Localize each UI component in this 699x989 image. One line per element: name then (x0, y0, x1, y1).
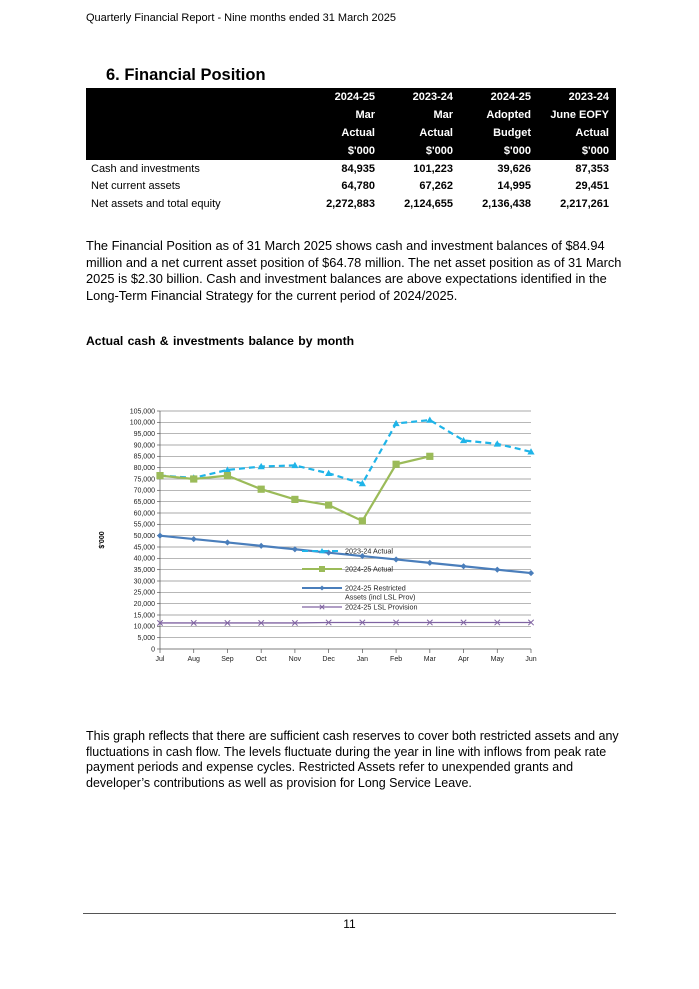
table-cell: 2,217,261 (560, 197, 609, 210)
data-point-diamond (460, 563, 466, 569)
table-header-cell: $'000 (382, 142, 460, 160)
chart-heading: Actual cash & investments balance by month (86, 334, 355, 348)
x-tick-label: Feb (390, 656, 403, 663)
paragraph-financial-position: The Financial Position as of 31 March 2025 shows cash and investment balances of $84.94 million and a net current asset position of $64.78 million. The net asset position as of 31 March 2025 is $2.30 billion. Cash and investment balances are above expectations identified in the Long-Term Financial Strategy for the current period of 2024/2025. (86, 238, 622, 303)
financial-position-table (86, 88, 616, 213)
data-point-diamond (157, 533, 163, 539)
data-point-square (190, 475, 197, 482)
table-cell: 101,223 (413, 162, 453, 175)
y-tick-label: 70,000 (133, 487, 155, 495)
table-header-cell: Budget (460, 124, 538, 142)
data-point-diamond (427, 560, 433, 566)
data-point-diamond (191, 536, 197, 542)
data-point-square (291, 496, 298, 503)
data-point-diamond (393, 556, 399, 562)
x-tick-label: May (490, 656, 504, 663)
table-row-label: Net assets and total equity (91, 197, 221, 210)
y-tick-label: 45,000 (133, 544, 155, 552)
y-tick-label: 65,000 (133, 499, 155, 507)
y-axis-label: $'000 (99, 531, 106, 549)
y-tick-label: 25,000 (133, 589, 155, 597)
table-row (86, 195, 616, 213)
x-tick-label: Nov (288, 656, 302, 663)
data-point-square (156, 472, 163, 479)
data-point-square (325, 501, 332, 508)
page-header: Quarterly Financial Report - Nine months ended 31 March 2025 (86, 12, 396, 24)
data-point-diamond (224, 539, 230, 545)
y-tick-label: 90,000 (133, 442, 155, 450)
data-point-square (359, 517, 366, 524)
x-tick-label: Dec (322, 656, 335, 663)
y-tick-label: 60,000 (133, 510, 155, 518)
table-header-row (86, 106, 616, 124)
series-0 (156, 416, 534, 486)
table-row (86, 178, 616, 196)
data-point-triangle (392, 420, 399, 426)
table-cell: 67,262 (419, 180, 453, 193)
table-header-cell: June EOFY (538, 106, 616, 124)
y-tick-label: 95,000 (133, 431, 155, 439)
y-tick-label: 75,000 (133, 476, 155, 484)
y-tick-label: 100,000 (129, 419, 155, 427)
x-tick-label: Apr (458, 656, 469, 663)
x-tick-label: Jul (155, 656, 165, 663)
table-row (86, 160, 616, 178)
page-number: 11 (343, 917, 356, 931)
y-tick-label: 20,000 (133, 601, 155, 609)
data-point-square (392, 461, 399, 468)
data-point-diamond (258, 543, 264, 549)
legend-label: 2023-24 Actual (345, 546, 393, 556)
table-header-cell: Actual (304, 124, 382, 142)
table-header-cell: 2023-24 (538, 88, 616, 106)
legend-label: 2024-25 LSL Provision (345, 602, 418, 612)
table-cell: 2,272,883 (326, 197, 375, 210)
table-header-row (86, 88, 616, 106)
table-header-blank (86, 142, 304, 160)
table-header-cell: Actual (382, 124, 460, 142)
table-header (86, 88, 616, 160)
data-point-square (224, 472, 231, 479)
data-point-triangle (426, 416, 433, 422)
x-tick-label: Mar (423, 656, 436, 663)
data-point-triangle (325, 470, 332, 476)
table-header-cell: 2024-25 (304, 88, 382, 106)
data-point-square (258, 486, 265, 493)
legend-label-line: 2024-25 Restricted (345, 583, 406, 593)
table-row-label: Cash and investments (91, 162, 200, 175)
y-tick-label: 15,000 (133, 612, 155, 620)
table-cell: 29,451 (575, 180, 609, 193)
x-tick-label: Aug (187, 656, 200, 663)
table-header-cell: $'000 (304, 142, 382, 160)
table-header-blank (86, 124, 304, 142)
series-3 (157, 620, 533, 626)
y-axis-ticks (130, 408, 155, 653)
table-cell: 64,780 (341, 180, 375, 193)
data-point-square (426, 453, 433, 460)
table-cell: 84,935 (341, 162, 375, 175)
x-tick-label: Sep (221, 656, 234, 663)
table-header-cell: Mar (304, 106, 382, 124)
legend-label-line: Assets (incl LSL Prov) (345, 592, 416, 602)
table-cell: 39,626 (497, 162, 531, 175)
legend-label (345, 584, 415, 602)
y-tick-label: 80,000 (133, 465, 155, 473)
data-point-diamond (319, 585, 324, 590)
y-tick-label: 10,000 (133, 623, 155, 631)
y-tick-label: 35,000 (133, 567, 155, 575)
series-line (160, 420, 531, 483)
paragraph-graph-explanation: This graph reflects that there are sufficient cash reserves to cover both restricted assets and any fluctuations in cash flow. The levels fluctuate during the year in line with inflows from peak rate payment periods and expense cycles. Restricted Assets refer to unexpended grants and developer’s contributions as well as provision for Long Service Leave. (86, 729, 619, 790)
table-header-cell: Mar (382, 106, 460, 124)
table-header-blank (86, 88, 304, 106)
table-header-cell: 2023-24 (382, 88, 460, 106)
y-tick-label: 50,000 (133, 533, 155, 541)
table-row-label: Net current assets (91, 180, 181, 193)
x-tick-label: Jun (525, 656, 537, 663)
legend-label: 2024-25 Actual (345, 564, 393, 574)
cash-balance-chart (96, 402, 546, 672)
table-header-blank (86, 106, 304, 124)
table-header-row (86, 124, 616, 142)
y-tick-label: 105,000 (129, 408, 155, 416)
table-header-cell: Actual (538, 124, 616, 142)
y-tick-label: 0 (151, 646, 155, 654)
y-tick-label: 30,000 (133, 578, 155, 586)
table-header-cell: 2024-25 (460, 88, 538, 106)
data-point-diamond (528, 570, 534, 576)
data-point-square (319, 566, 325, 572)
x-axis-ticks (156, 656, 537, 663)
table-cell: 2,124,655 (404, 197, 453, 210)
table-header-row (86, 142, 616, 160)
table-cell: 14,995 (497, 180, 531, 193)
table-body (86, 160, 616, 213)
data-point-diamond (494, 567, 500, 573)
table-header-cell: Adopted (460, 106, 538, 124)
footer-divider (83, 913, 616, 914)
y-tick-label: 5,000 (137, 635, 155, 643)
table-header-cell: $'000 (460, 142, 538, 160)
table-cell: 2,136,438 (482, 197, 531, 210)
section-title: 6. Financial Position (106, 66, 266, 84)
x-tick-label: Oct (255, 656, 267, 663)
y-tick-label: 40,000 (133, 555, 155, 563)
table-header-cell: $'000 (538, 142, 616, 160)
y-tick-label: 85,000 (133, 453, 155, 461)
x-tick-label: Jan (356, 656, 369, 663)
table-cell: 87,353 (575, 162, 609, 175)
chart-gridlines (157, 411, 531, 653)
y-tick-label: 55,000 (133, 521, 155, 529)
